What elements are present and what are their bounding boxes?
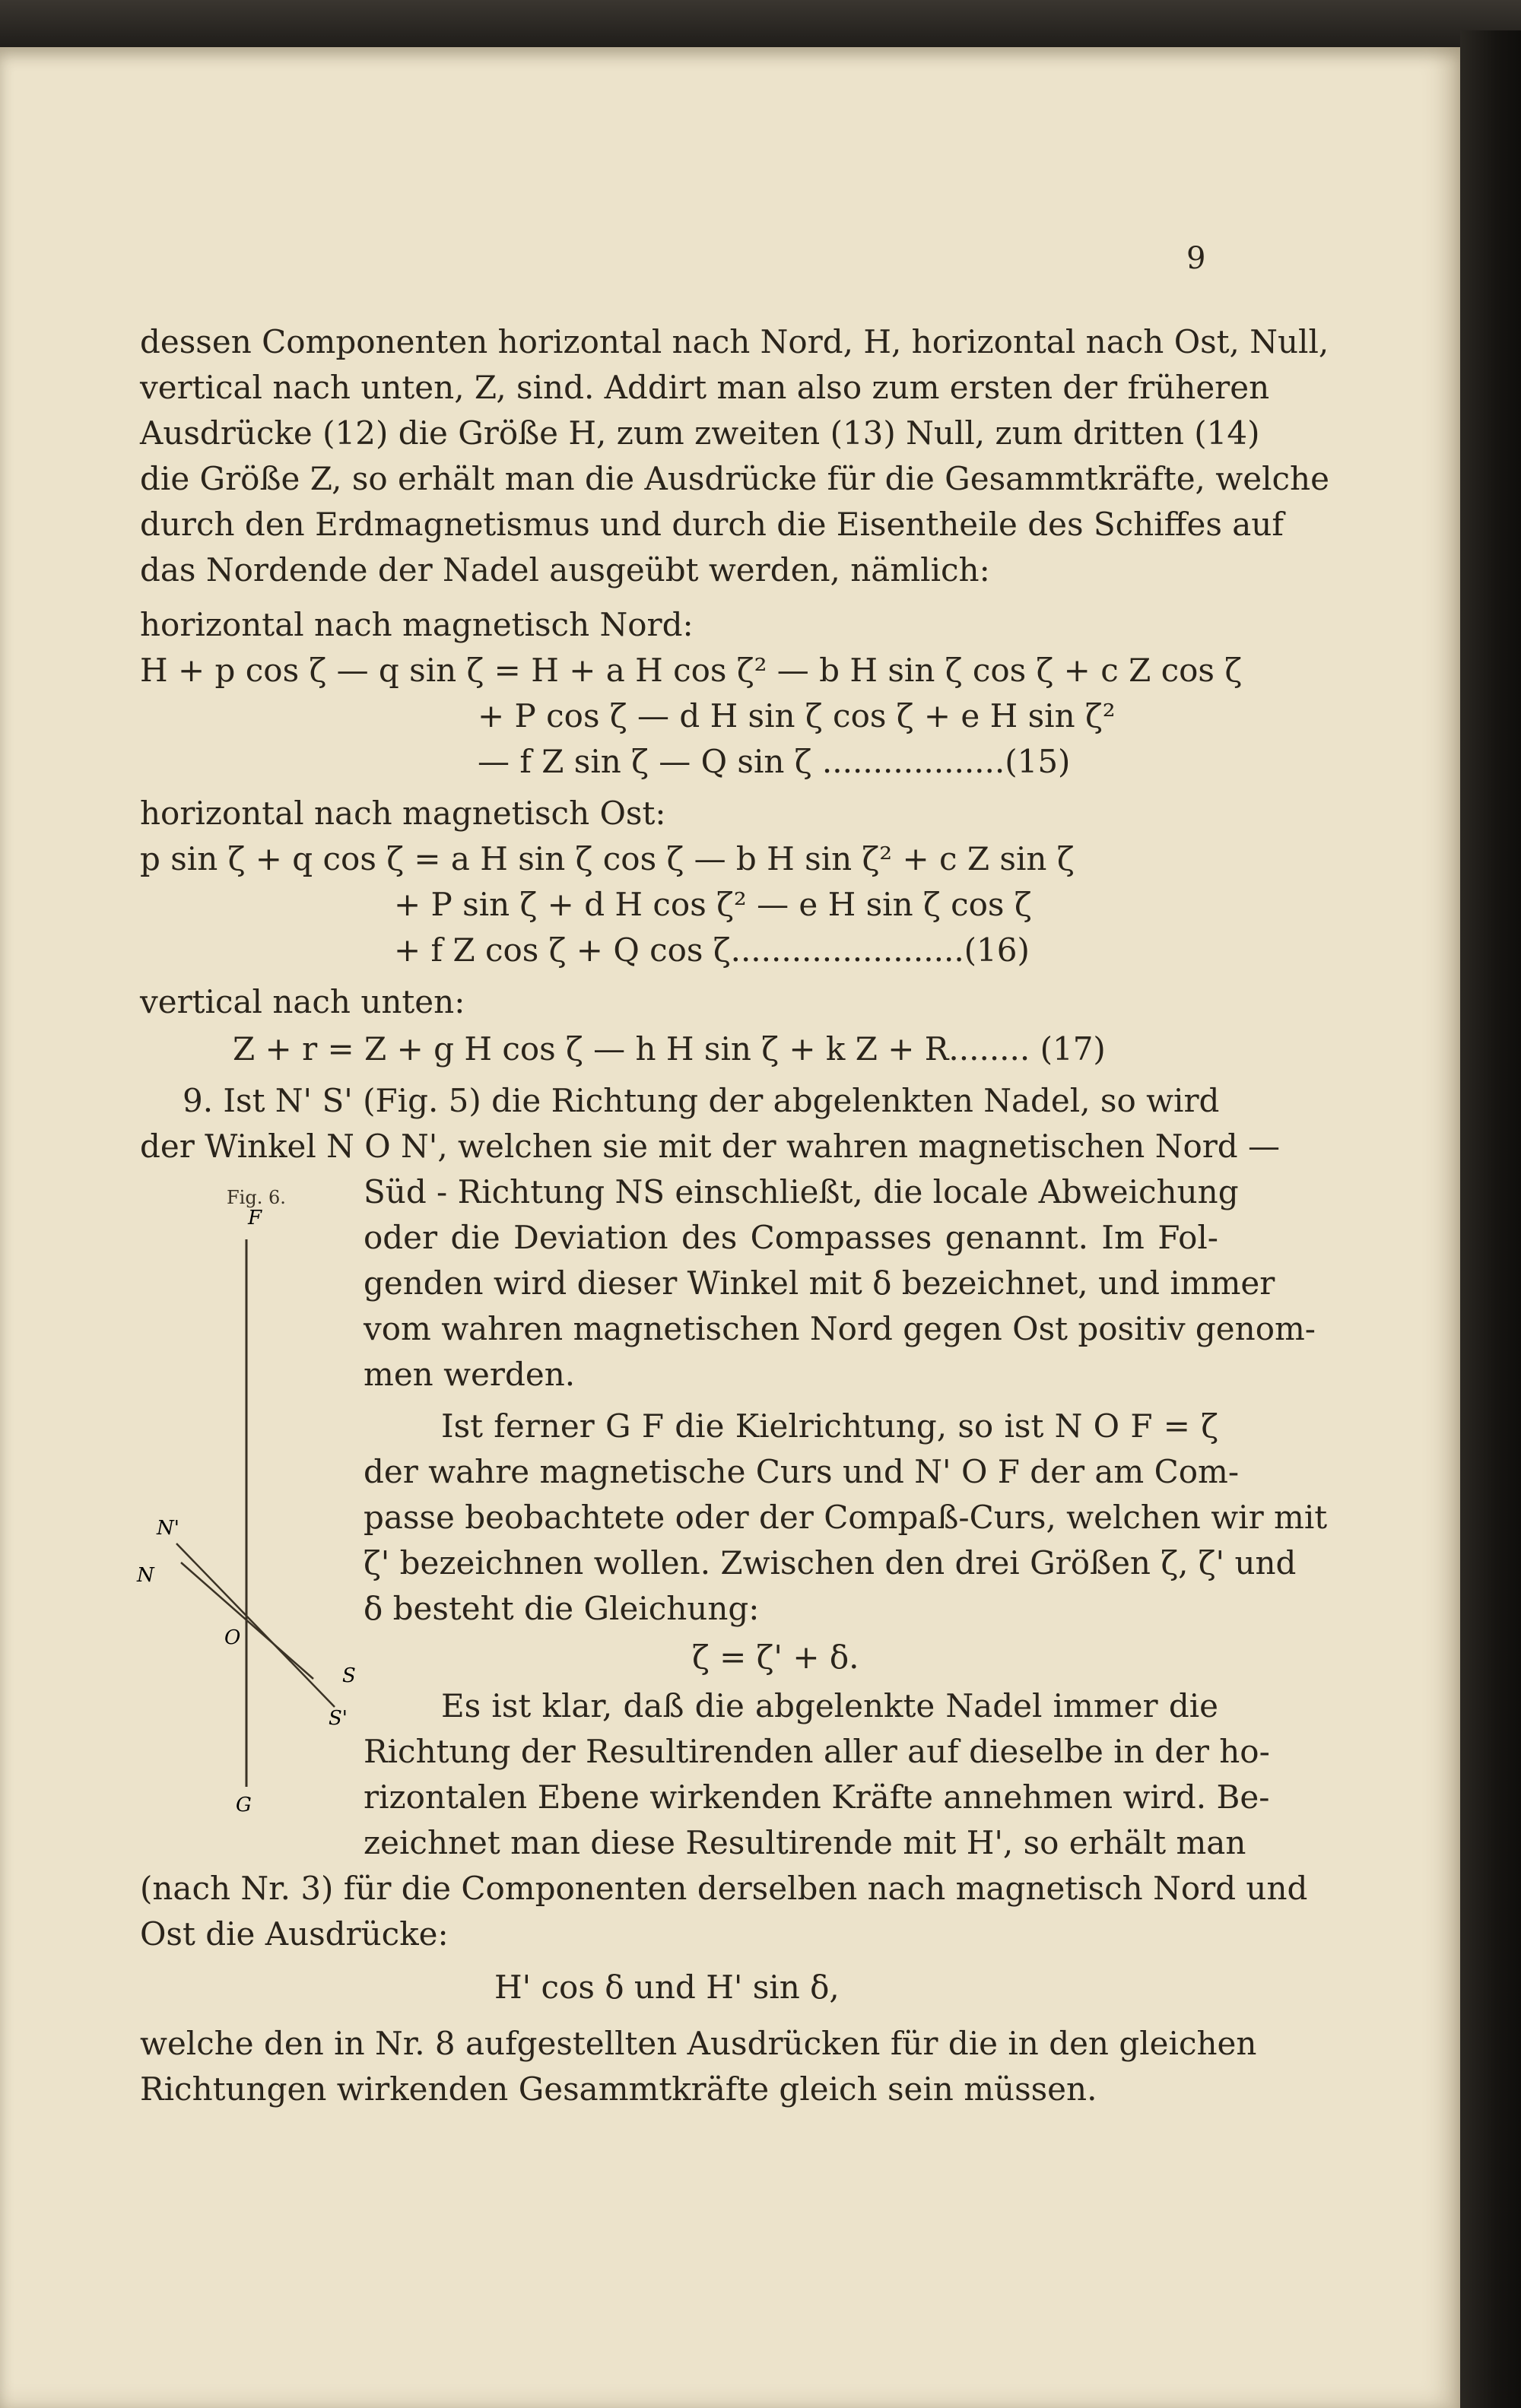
text-line: zeichnet man diese Resultirende mit H', so erhält man: [364, 1824, 1246, 1861]
text-line: der wahre magnetische Curs und N' O F der am Com-: [364, 1453, 1240, 1490]
text-line: der Winkel N O N', welchen sie mit der wahren magnetischen Nord —: [140, 1128, 1281, 1165]
equation-16-line: + P sin ζ + d H cos ζ² — e H sin ζ cos ζ: [394, 886, 1032, 923]
text-line: Es ist klar, daß die abgelenkte Nadel immer die: [441, 1687, 1218, 1724]
text-line: dessen Componenten horizontal nach Nord, H, horizontal nach Ost, Null,: [140, 323, 1329, 360]
text-line: die Größe Z, so erhält man die Ausdrücke für die Gesammtkräfte, welche: [140, 460, 1329, 497]
text-line: δ besteht die Gleichung:: [364, 1590, 760, 1627]
text-line: (nach Nr. 3) für die Componenten derselben nach magnetisch Nord und: [140, 1870, 1308, 1907]
text-line: genden wird dieser Winkel mit δ bezeichnet, und immer: [364, 1264, 1275, 1302]
text-line: durch den Erdmagnetismus und durch die Eisentheile des Schiffes auf: [140, 506, 1284, 543]
text-line: Süd - Richtung NS einschließt, die locale Abweichung: [364, 1173, 1239, 1210]
equation-16-line: + f Z cos ζ + Q cos ζ.......................(16): [394, 931, 1030, 969]
text-line: Richtungen wirkenden Gesammtkräfte gleich sein müssen.: [140, 2070, 1097, 2108]
point-label-n: N: [137, 1564, 154, 1587]
figure-label: Fig. 6.: [227, 1187, 286, 1208]
equation-15-line: — f Z sin ζ — Q sin ζ ..................(15): [478, 743, 1071, 780]
point-label-s: S: [342, 1664, 356, 1687]
text-line: das Nordende der Nadel ausgeübt werden, nämlich:: [140, 551, 990, 589]
equation-heading: vertical nach unten:: [140, 983, 465, 1020]
text-line: vom wahren magnetischen Nord gegen Ost positiv genom-: [364, 1310, 1316, 1347]
text-line: Ausdrücke (12) die Größe H, zum zweiten (13) Null, zum dritten (14): [140, 414, 1260, 452]
point-label-s-prime: S': [329, 1707, 348, 1730]
needle-line-ns: [176, 1543, 335, 1707]
text-line: 9. Ist N' S' (Fig. 5) die Richtung der abgelenkten Nadel, so wird: [183, 1082, 1220, 1119]
text-line: Richtung der Resultirenden aller auf dieselbe in der ho-: [364, 1733, 1270, 1770]
text-line: men werden.: [364, 1356, 576, 1393]
book-right-edge: [1460, 30, 1521, 2408]
text-line: vertical nach unten, Z, sind. Addirt man also zum ersten der früheren: [140, 369, 1270, 406]
page-number: 9: [1186, 241, 1206, 276]
equation-15-line: H + p cos ζ — q sin ζ = H + a H cos ζ² — b H sin ζ cos ζ + c Z cos ζ: [140, 652, 1243, 689]
point-label-f: F: [248, 1207, 262, 1229]
text-line: Ist ferner G F die Kielrichtung, so ist N O F = ζ: [441, 1407, 1218, 1445]
equation-heading: horizontal nach magnetisch Ost:: [140, 795, 666, 832]
text-line: ζ' bezeichnen wollen. Zwischen den drei Größen ζ, ζ' und: [364, 1544, 1297, 1582]
point-label-o: O: [224, 1626, 241, 1649]
point-label-g: G: [236, 1794, 252, 1816]
book-top-edge: [0, 0, 1521, 53]
equation-16-line: p sin ζ + q cos ζ = a H sin ζ cos ζ — b H sin ζ² + c Z sin ζ: [140, 840, 1075, 877]
equation-17: Z + r = Z + g H cos ζ — h H sin ζ + k Z + R........ (17): [233, 1030, 1106, 1068]
equation-zeta: ζ = ζ' + δ.: [692, 1639, 859, 1676]
equation-h-prime: H' cos δ und H' sin δ,: [494, 1969, 840, 2006]
text-line: oder die Deviation des Compasses genannt. Im Fol-: [364, 1219, 1218, 1256]
equation-heading: horizontal nach magnetisch Nord:: [140, 606, 694, 643]
equation-15-line: + P cos ζ — d H sin ζ cos ζ + e H sin ζ²: [478, 697, 1116, 734]
text-line: passe beobachtete oder der Compaß-Curs, welchen wir mit: [364, 1499, 1328, 1536]
text-line: Ost die Ausdrücke:: [140, 1915, 449, 1953]
text-line: welche den in Nr. 8 aufgestellten Ausdrücken für die in den gleichen: [140, 2025, 1257, 2062]
figure-6-compass-diagram: [114, 1186, 357, 1840]
text-line: rizontalen Ebene wirkenden Kräfte annehmen wird. Be-: [364, 1778, 1270, 1816]
point-label-n-prime: N': [157, 1517, 179, 1540]
